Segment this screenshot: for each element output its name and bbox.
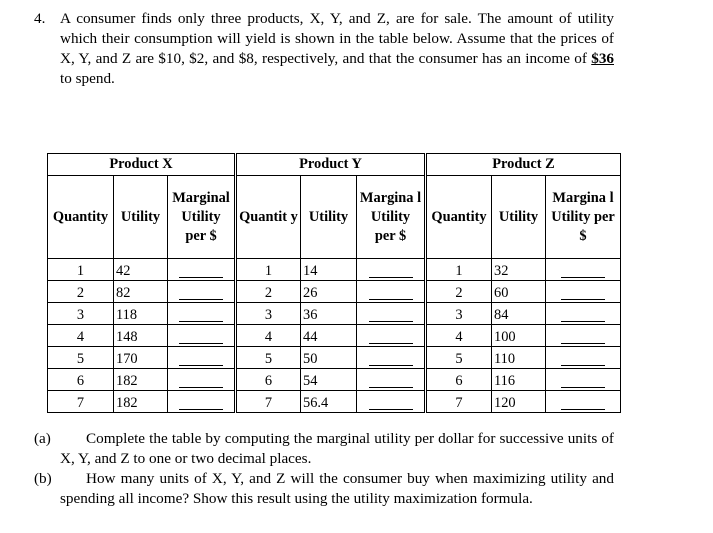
z-mu-blank[interactable] xyxy=(546,325,621,347)
answer-blank[interactable] xyxy=(179,352,223,366)
z-mu-blank[interactable] xyxy=(546,303,621,325)
y-utility-header: Utility xyxy=(301,176,357,259)
group-product-z: Product Z xyxy=(426,154,621,176)
y-mu-blank[interactable] xyxy=(357,281,426,303)
answer-blank[interactable] xyxy=(369,374,413,388)
part-a xyxy=(34,429,614,469)
x-mu-blank[interactable] xyxy=(168,325,236,347)
group-header-row xyxy=(48,154,621,176)
group-product-y: Product Y xyxy=(236,154,426,176)
x-mu-blank[interactable] xyxy=(168,281,236,303)
z-mu-blank[interactable] xyxy=(546,347,621,369)
question-number: 4. xyxy=(34,10,46,27)
table-row xyxy=(48,369,621,391)
part-a-text: Complete the table by computing the marginal utility per dollar for successive units of X, Y, and Z to one or two decimal places. xyxy=(60,430,614,467)
table-row xyxy=(48,281,621,303)
z-quantity-cell: 7 xyxy=(426,391,492,413)
x-quantity-cell: 4 xyxy=(48,325,114,347)
x-mu-per-dollar-header: Marginal Utility per $ xyxy=(168,176,236,259)
z-utility-cell: 100 xyxy=(492,325,546,347)
x-mu-blank[interactable] xyxy=(168,391,236,413)
y-utility-cell: 54 xyxy=(301,369,357,391)
part-a-label: (a) xyxy=(34,430,51,447)
y-quantity-cell: 5 xyxy=(236,347,301,369)
answer-blank[interactable] xyxy=(179,396,223,410)
x-quantity-cell: 1 xyxy=(48,259,114,281)
z-utility-cell: 116 xyxy=(492,369,546,391)
answer-blank[interactable] xyxy=(369,352,413,366)
z-mu-per-dollar-header: Margina l Utility per $ xyxy=(546,176,621,259)
z-utility-header: Utility xyxy=(492,176,546,259)
y-quantity-cell: 1 xyxy=(236,259,301,281)
x-utility-cell: 118 xyxy=(114,303,168,325)
answer-blank[interactable] xyxy=(369,264,413,278)
answer-blank[interactable] xyxy=(369,396,413,410)
y-utility-cell: 44 xyxy=(301,325,357,347)
x-quantity-cell: 2 xyxy=(48,281,114,303)
answer-blank[interactable] xyxy=(561,264,605,278)
question-text-before: A consumer finds only three products, X, Y, and Z, are for sale. The amount of utility which their consumption will yield is shown in the table below. Assume that the prices of X, Y, and Z are $10, $2, and $8, respectively, and that the consumer has an income of xyxy=(60,10,614,67)
z-quantity-cell: 2 xyxy=(426,281,492,303)
x-utility-cell: 182 xyxy=(114,369,168,391)
z-quantity-cell: 5 xyxy=(426,347,492,369)
question-parts xyxy=(34,429,614,509)
x-quantity-cell: 6 xyxy=(48,369,114,391)
z-utility-cell: 32 xyxy=(492,259,546,281)
answer-blank[interactable] xyxy=(179,330,223,344)
z-mu-blank[interactable] xyxy=(546,259,621,281)
question-4 xyxy=(34,9,614,89)
answer-blank[interactable] xyxy=(561,374,605,388)
y-mu-blank[interactable] xyxy=(357,303,426,325)
part-b-text: How many units of X, Y, and Z will the consumer buy when maximizing utility and spending all income? Show this result using the utility maximization formula. xyxy=(60,470,614,507)
y-mu-per-dollar-header: Margina l Utility per $ xyxy=(357,176,426,259)
answer-blank[interactable] xyxy=(179,308,223,322)
z-quantity-cell: 1 xyxy=(426,259,492,281)
answer-blank[interactable] xyxy=(179,264,223,278)
y-quantity-cell: 3 xyxy=(236,303,301,325)
x-utility-cell: 82 xyxy=(114,281,168,303)
z-quantity-header: Quantity xyxy=(426,176,492,259)
table-row xyxy=(48,391,621,413)
answer-blank[interactable] xyxy=(369,330,413,344)
x-quantity-cell: 3 xyxy=(48,303,114,325)
z-utility-cell: 60 xyxy=(492,281,546,303)
answer-blank[interactable] xyxy=(561,396,605,410)
y-quantity-cell: 4 xyxy=(236,325,301,347)
table-row xyxy=(48,325,621,347)
y-utility-cell: 36 xyxy=(301,303,357,325)
x-utility-cell: 182 xyxy=(114,391,168,413)
y-mu-blank[interactable] xyxy=(357,325,426,347)
column-header-row xyxy=(48,176,621,259)
y-mu-blank[interactable] xyxy=(357,369,426,391)
y-quantity-cell: 2 xyxy=(236,281,301,303)
answer-blank[interactable] xyxy=(369,308,413,322)
y-mu-blank[interactable] xyxy=(357,391,426,413)
income-amount: $36 xyxy=(591,50,614,67)
x-utility-cell: 170 xyxy=(114,347,168,369)
x-quantity-cell: 5 xyxy=(48,347,114,369)
table-row xyxy=(48,259,621,281)
table-row xyxy=(48,303,621,325)
part-b xyxy=(34,469,614,509)
question-text-after: to spend. xyxy=(60,70,115,87)
answer-blank[interactable] xyxy=(369,286,413,300)
answer-blank[interactable] xyxy=(561,308,605,322)
x-mu-blank[interactable] xyxy=(168,369,236,391)
question-text xyxy=(34,9,614,89)
z-utility-cell: 110 xyxy=(492,347,546,369)
answer-blank[interactable] xyxy=(561,352,605,366)
answer-blank[interactable] xyxy=(179,286,223,300)
group-product-x: Product X xyxy=(48,154,236,176)
y-quantity-cell: 7 xyxy=(236,391,301,413)
y-utility-cell: 14 xyxy=(301,259,357,281)
z-quantity-cell: 6 xyxy=(426,369,492,391)
utility-table xyxy=(47,153,621,413)
z-mu-blank[interactable] xyxy=(546,369,621,391)
y-mu-blank[interactable] xyxy=(357,259,426,281)
table-row xyxy=(48,347,621,369)
answer-blank[interactable] xyxy=(561,286,605,300)
z-utility-cell: 84 xyxy=(492,303,546,325)
answer-blank[interactable] xyxy=(179,374,223,388)
x-utility-cell: 42 xyxy=(114,259,168,281)
y-utility-cell: 50 xyxy=(301,347,357,369)
z-quantity-cell: 3 xyxy=(426,303,492,325)
z-mu-blank[interactable] xyxy=(546,281,621,303)
x-mu-blank[interactable] xyxy=(168,347,236,369)
part-b-label: (b) xyxy=(34,470,52,487)
y-quantity-cell: 6 xyxy=(236,369,301,391)
y-utility-cell: 26 xyxy=(301,281,357,303)
x-quantity-header: Quantity xyxy=(48,176,114,259)
x-quantity-cell: 7 xyxy=(48,391,114,413)
x-mu-blank[interactable] xyxy=(168,259,236,281)
answer-blank[interactable] xyxy=(561,330,605,344)
x-utility-header: Utility xyxy=(114,176,168,259)
z-mu-blank[interactable] xyxy=(546,391,621,413)
z-quantity-cell: 4 xyxy=(426,325,492,347)
z-utility-cell: 120 xyxy=(492,391,546,413)
y-quantity-header: Quantit y xyxy=(236,176,301,259)
x-utility-cell: 148 xyxy=(114,325,168,347)
y-mu-blank[interactable] xyxy=(357,347,426,369)
x-mu-blank[interactable] xyxy=(168,303,236,325)
y-utility-cell: 56.4 xyxy=(301,391,357,413)
